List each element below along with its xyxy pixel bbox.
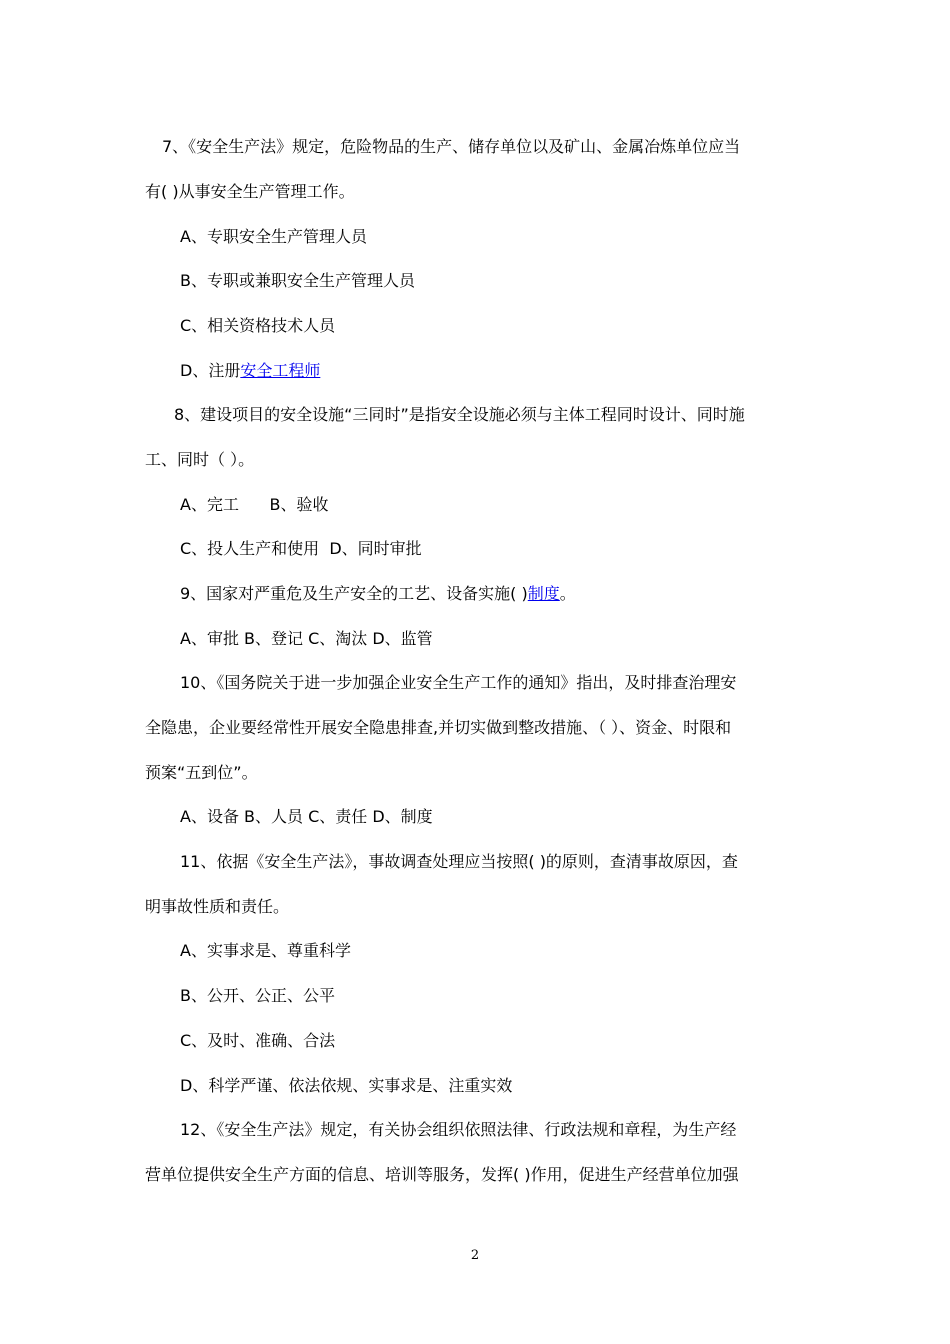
q9-stem-prefix: 9、国家对严重危及生产安全的工艺、设备实施( ) [180, 584, 528, 603]
q11-stem-line-2: 明事故性质和责任。 [145, 897, 290, 916]
q8-options-cd: C、投人生产和使用 D、同时审批 [180, 539, 422, 558]
q9-options: A、审批 B、登记 C、淘汰 D、监管 [180, 629, 433, 648]
q8-stem-line-1: 8、建设项目的安全设施“三同时”是指安全设施必须与主体工程同时设计、同时施 [174, 405, 745, 424]
q10-stem-line-2: 全隐患，企业要经常性开展安全隐患排查,并切实做到整改措施、（ ）、资金、时限和 [145, 718, 732, 737]
q12-stem-line-2: 营单位提供安全生产方面的信息、培训等服务，发挥( )作用，促进生产经营单位加强 [145, 1165, 739, 1184]
q10-options: A、设备 B、人员 C、责任 D、制度 [180, 807, 433, 826]
q7-option-d [180, 360, 320, 382]
q11-option-d: D、科学严谨、依法依规、实事求是、注重实效 [180, 1076, 513, 1095]
q11-option-a: A、实事求是、尊重科学 [180, 941, 351, 960]
page-number: 2 [470, 1248, 480, 1263]
q7-stem-line-1: 7、《安全生产法》规定，危险物品的生产、储存单位以及矿山、金属冶炼单位应当 [162, 137, 741, 156]
q9-stem-suffix: 。 [559, 584, 576, 603]
q12-stem-line-1: 12、《安全生产法》规定，有关协会组织依照法律、行政法规和章程，为生产经 [180, 1120, 737, 1139]
q8-stem-line-2: 工、同时（ ）。 [145, 450, 255, 469]
safety-engineer-link[interactable]: 安全工程师 [240, 361, 321, 380]
q7-option-a: A、专职安全生产管理人员 [180, 227, 367, 246]
q7-option-b: B、专职或兼职安全生产管理人员 [180, 271, 415, 290]
q8-options-ab: A、完工 B、验收 [180, 495, 329, 514]
q9-stem [180, 583, 576, 605]
q7-option-c: C、相关资格技术人员 [180, 316, 336, 335]
q11-stem-line-1: 11、依据《安全生产法》，事故调查处理应当按照( )的原则，查清事故原因，查 [180, 852, 738, 871]
q10-stem-line-1: 10、《国务院关于进一步加强企业安全生产工作的通知》指出，及时排查治理安 [180, 673, 737, 692]
q10-stem-line-3: 预案“五到位”。 [145, 763, 258, 782]
q7-option-d-prefix: D、注册 [180, 361, 241, 380]
system-link[interactable]: 制度 [527, 584, 560, 603]
q11-option-b: B、公开、公正、公平 [180, 986, 335, 1005]
q7-stem-line-2: 有( )从事安全生产管理工作。 [145, 182, 355, 201]
q11-option-c: C、及时、准确、合法 [180, 1031, 336, 1050]
